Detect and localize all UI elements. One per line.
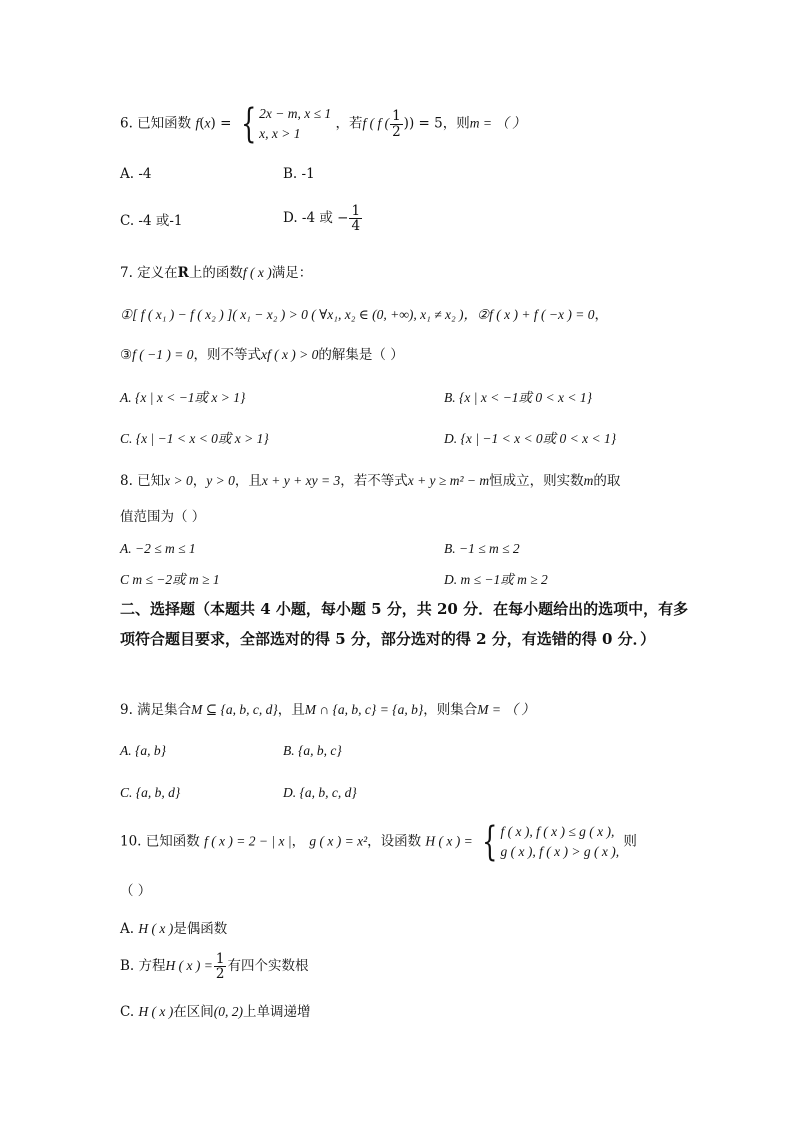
q8-option-c: C m ≤ −2或 m ≥ 1 — [120, 572, 220, 587]
q10-paren: （ ） — [120, 883, 152, 899]
q6-intro: 6. 已知函数 — [120, 115, 192, 132]
q7-cond1: ①[ f ( x₁ ) − f ( x₂ ) ]( x₁ − x₂ ) > 0 ( ∀x₁, x₂ ∈ (0, +∞), x₁ ≠ x₂ )，② — [120, 307, 490, 322]
q9-option-d: D. {a, b, c, d} — [283, 785, 357, 800]
q6-option-b: B. -1 — [283, 166, 315, 182]
q10-piecewise: { f ( x ), f ( x ) ≤ g ( x ), g ( x ), f ( x ) > g ( x ), — [482, 819, 620, 865]
q9-option-a: A. {a, b} — [120, 743, 167, 758]
q7-option-d: D. {x | −1 < x < 0或 0 < x < 1} — [444, 431, 617, 446]
q6-stem: 6. 已知函数 f(x) = { 2x − m, x ≤ 1 x, x > 1 ，若f ( f ( $\frac{1}{2}$ )) = 5，则m = （ ） — [120, 101, 526, 147]
q6-case1: 2x − m, x ≤ 1 — [259, 106, 332, 122]
q8-stem-line1: 8. 已知x > 0，y > 0，且x + y + xy = 3，若不等式x + y ≥ m² − m恒成立，则实数m的取 — [120, 473, 621, 489]
q10-stem: 10. 已知函数 f ( x ) = 2 − | x |， g ( x ) = x²，设函数 H ( x ) = { f ( x ), f ( x ) ≤ g ( x ), g ( x ), f ( x ) > g ( x ), 则 — [120, 819, 637, 865]
q6-cond-end: )) = 5 — [403, 115, 443, 132]
q6-fraction: $\frac{1}{2}$ — [392, 108, 401, 140]
q7-stem: 7. 定义在R上的函数f ( x )满足： — [120, 265, 313, 281]
q6-mid: ，若 — [335, 115, 363, 132]
q8-option-d: D. m ≤ −1或 m ≥ 2 — [444, 572, 548, 587]
q10-option-a: A. H ( x )是偶函数 — [120, 921, 228, 937]
q10-option-b: B. 方程H ( x ) = $\frac{1}{2}$ 有四个实数根 — [120, 951, 309, 983]
q7-conditions: ①[ f ( x₁ ) − f ( x₂ ) ]( x₁ − x₂ ) > 0 ( ∀x₁, x₂ ∈ (0, +∞), x₁ ≠ x₂ )，②f ( x ) + f ( −x ) = 0， — [120, 307, 608, 323]
q6-cond: f ( f ( — [362, 115, 390, 131]
q8-option-a: A. −2 ≤ m ≤ 1 — [120, 541, 196, 556]
q8-stem-line2: 值范围为（ ） — [120, 509, 206, 525]
q8-option-b: B. −1 ≤ m ≤ 2 — [444, 541, 520, 556]
q6-piecewise: { 2x − m, x ≤ 1 x, x > 1 — [240, 101, 332, 147]
q7-option-a: A. {x | x < −1或 x > 1} — [120, 390, 246, 405]
q6-option-c: C. -4 或-1 — [120, 213, 183, 229]
q6-case2: x, x > 1 — [259, 126, 301, 141]
q9-stem: 9. 满足集合M ⊆ {a, b, c, d}，且M ∩ {a, b, c} = {a, b}，则集合M = （ ） — [120, 702, 535, 718]
q6-option-d: D. -4 或 − $\frac{1}{4}$ — [283, 203, 361, 235]
q7-condition3: ③f ( −1 ) = 0，则不等式xf ( x ) > 0的解集是（ ） — [120, 347, 404, 363]
q9-option-b: B. {a, b, c} — [283, 743, 342, 758]
q6-ask: m = （ ） — [469, 115, 526, 131]
q7-option-b: B. {x | x < −1或 0 < x < 1} — [444, 390, 593, 405]
q7-cond2: f ( x ) + f ( −x ) = 0 — [489, 307, 595, 322]
section2-heading: 二、选择题（本题共 4 小题，每小题 5 分，共 20 分．在每小题给出的选项中，有多项符合题目要求，全部选对的得 5 分，部分选对的得 2 分，有选错的得 0 分．） — [120, 600, 689, 648]
q6-tail: ，则 — [442, 115, 470, 132]
q6-option-a: A. -4 — [120, 166, 152, 182]
q9-option-c: C. {a, b, d} — [120, 785, 181, 800]
q10-option-c: C. H ( x )在区间(0, 2)上单调递增 — [120, 1004, 311, 1020]
q7-option-c: C. {x | −1 < x < 0或 x > 1} — [120, 431, 269, 446]
